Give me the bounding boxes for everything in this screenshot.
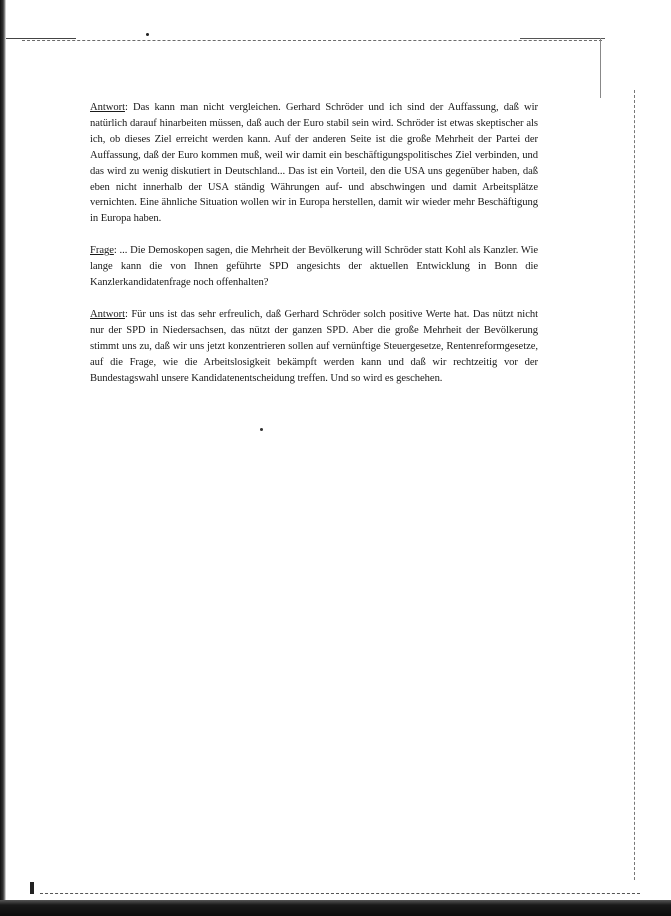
scan-top-mark-left [6,38,76,39]
scan-right-mark [600,38,601,98]
paragraph-text: : Das kann man nicht vergleichen. Gerhard Schröder und ich sind der Auffassung, daß wir natürlich darauf hinarbeiten müssen, daß auch der Euro stabil sein wird. Schröder ist etwas skeptischer als ich, ob dieses Ziel erreicht werden kann. Auf der anderen Seite ist die große Mehrheit der Partei der Auffassung, daß der Euro kommen muß, weil wir damit ein beschäftigungspolitisches Ziel verbinden, und das wird zu wenig diskutiert in Deutschland... Das ist ein Vorteil, den die USA uns gegenüber haben, daß eben nicht innerhalb der USA ständig Währungen auf- und abschwingen und damit Arbeitsplätze vernichten. Eine ähnliche Situation wollen wir in Europa herstellen, damit wir wieder mehr Beschäftigung in Europa haben. [90,102,538,225]
scan-speck [260,428,263,431]
scan-bottom-mark [30,882,34,894]
scan-bottom-rule [40,893,640,894]
scan-bottom-edge [0,900,671,916]
paragraph-text: : ... Die Demoskopen sagen, die Mehrheit der Bevölkerung will Schröder statt Kohl als Kanzler. Wie lange kann die von Ihnen geführte SPD angesichts der aktuellen Entwicklung in Bonn die Kanzlerkandidatenfrage noch offenhalten? [90,245,538,289]
scan-right-rule [634,90,635,880]
scan-top-mark-right [520,38,605,39]
speaker-label: Antwort [90,102,125,113]
paragraph-text: : Für uns ist das sehr erfreulich, daß Gerhard Schröder solch positive Werte hat. Das nützt nicht nur der SPD in Niedersachsen, das nützt der ganzen SPD. Aber die große Mehrheit der Bevölkerung stimmt uns zu, daß wir uns jetzt konzentrieren sollen auf vernünftige Steuergesetze, Rentenreformgesetze, auf die Frage, wie die Arbeitslosigkeit bekämpft werden kann und daß wir rechtzeitig vor der Bundestagswahl unsere Kandidatenentscheidung treffen. Und so wird es geschehen. [90,308,538,384]
speaker-label: Frage [90,245,114,257]
scan-top-rule [22,40,602,41]
answer-paragraph-2 [90,307,538,387]
speaker-label: Antwort [90,308,125,320]
interview-text [90,100,538,403]
scan-left-edge [0,0,6,916]
question-paragraph [90,243,538,291]
answer-paragraph-1 [90,100,538,227]
scan-speck [146,33,149,36]
